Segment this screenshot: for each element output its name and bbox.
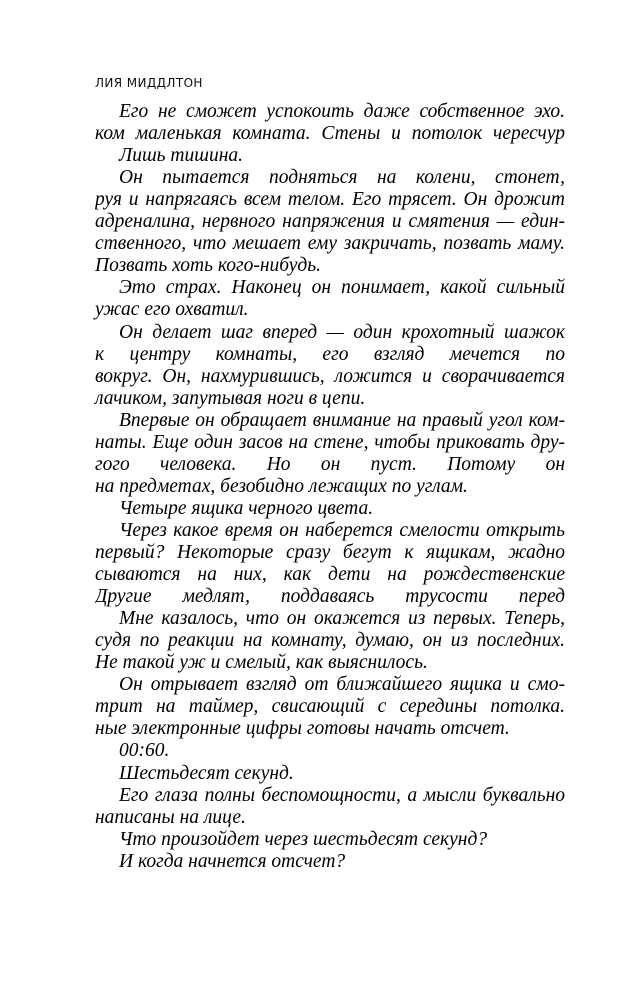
running-head: ЛИЯ МИДДЛТОН — [95, 76, 203, 90]
text-line: вокруг. Он, нахмурившись, ложится и сворачивается — [95, 365, 565, 387]
text-line: первый? Некоторые сразу бегут к ящикам, жадно — [95, 542, 565, 563]
text-line: Другие медлят, поддаваясь трусости перед — [95, 586, 565, 608]
text-line: Впервые он обращает внимание на правый угол ком- — [119, 409, 565, 431]
text-line: на предметах, безобидно лежащих по углам. — [95, 475, 468, 497]
text-line: Он делает шаг вперед — один крохотный шажок — [119, 321, 565, 343]
text-line: ужас его охватил. — [95, 299, 249, 321]
text-line: Мне казалось, что он окажется из первых. Теперь, — [119, 608, 565, 630]
text-line: 00:60. — [119, 740, 170, 762]
text-line: Его глаза полны беспомощности, а мысли буквально — [119, 784, 565, 806]
text-line: судя по реакции на комнату, думаю, он из последних. — [95, 630, 565, 652]
text-line: Не такой уж и смелый, как выяснилось. — [95, 652, 428, 674]
text-line: лачиком, запутывая ноги в цепи. — [95, 387, 366, 409]
text-line: трит на таймер, свисающий с середины потолка. — [95, 696, 565, 718]
text-line: к центру комнаты, его взгляд мечется по — [95, 343, 565, 365]
text-line: Через какое время он наберется смелости открыть — [119, 519, 565, 541]
text-line: Это страх. Наконец он понимает, какой сильный — [119, 277, 565, 299]
text-line: Он пытается подняться на колени, стонет, — [119, 167, 565, 189]
text-line: Его не сможет успокоить даже собственное эхо. — [119, 101, 565, 122]
text-line: Шестьдесят секунд. — [119, 762, 294, 784]
text-line: ственного, что мешает ему закричать, позвать маму. — [95, 233, 565, 255]
text-line: Четыре ящика черного цвета. — [119, 497, 374, 519]
text-line: наты. Еще один засов на стене, чтобы приковать дру- — [95, 431, 565, 453]
text-line: ные электронные цифры готовы начать отсчет. — [95, 718, 510, 740]
text-line: Позвать хоть кого-нибудь. — [95, 255, 322, 277]
text-line: написаны на лице. — [95, 806, 246, 828]
text-line: Лишь тишина. — [119, 145, 244, 167]
text-line: Что произойдет через шестьдесят секунд? — [119, 828, 488, 850]
text-line: сываются на них, как дети на рождественские — [95, 564, 565, 586]
text-line: гого человека. Но он пуст. Потому он — [95, 453, 565, 475]
text-line: ком маленькая комната. Стены и потолок чересчур — [95, 123, 565, 145]
text-line: адреналина, нервного напряжения и смятения — един- — [95, 211, 565, 233]
text-line: И когда начнется отсчет? — [119, 850, 346, 872]
text-line: Он отрывает взгляд от ближайшего ящика и смо- — [119, 674, 565, 696]
text-line: руя и напрягаясь всем телом. Его трясет. Он дрожит — [95, 189, 565, 211]
